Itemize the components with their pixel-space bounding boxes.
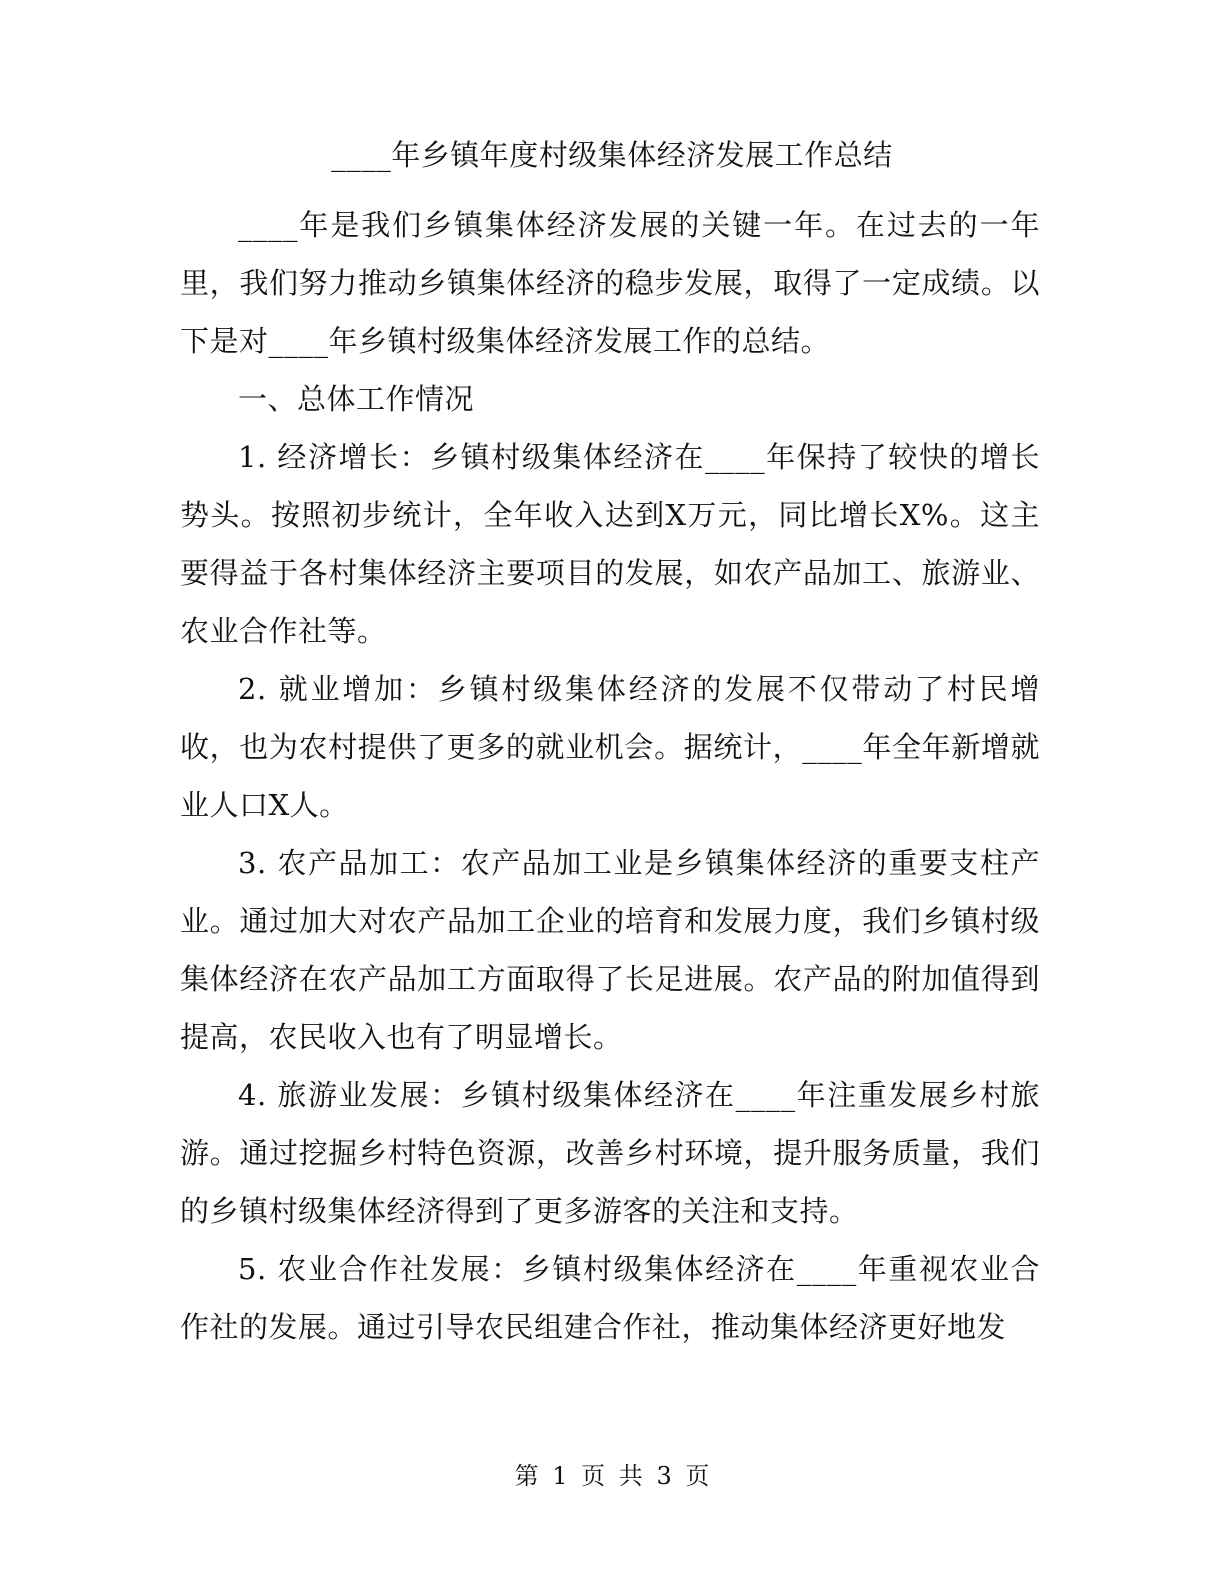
page-footer: 第 1 页 共 3 页 xyxy=(514,1462,710,1490)
document-body xyxy=(180,196,1040,1356)
intro-paragraph: ____年是我们乡镇集体经济发展的关键一年。在过去的一年里，我们努力推动乡镇集体经济的稳步发展，取得了一定成绩。以下是对____年乡镇村级集体经济发展工作的总结。 xyxy=(180,208,1040,358)
paragraph-employment: 2. 就业增加：乡镇村级集体经济的发展不仅带动了村民增收，也为农村提供了更多的就业机会。据统计，____年全年新增就业人口X人。 xyxy=(180,672,1040,822)
section-heading: 一、总体工作情况 xyxy=(238,382,475,416)
paragraph-economic-growth: 1. 经济增长：乡镇村级集体经济在____年保持了较快的增长势头。按照初步统计，全年收入达到X万元，同比增长X%。这主要得益于各村集体经济主要项目的发展，如农产品加工、旅游业、农业合作社等。 xyxy=(180,440,1040,648)
paragraph-cooperatives: 5. 农业合作社发展：乡镇村级集体经济在____年重视农业合作社的发展。通过引导农民组建合作社，推动集体经济更好地发 xyxy=(180,1252,1040,1344)
paragraph-tourism: 4. 旅游业发展：乡镇村级集体经济在____年注重发展乡村旅游。通过挖掘乡村特色资源，改善乡村环境，提升服务质量，我们的乡镇村级集体经济得到了更多游客的关注和支持。 xyxy=(180,1078,1040,1228)
document-title: ____年乡镇年度村级集体经济发展工作总结 xyxy=(331,138,893,172)
paragraph-agri-processing: 3. 农产品加工：农产品加工业是乡镇集体经济的重要支柱产业。通过加大对农产品加工企业的培育和发展力度，我们乡镇村级集体经济在农产品加工方面取得了长足进展。农产品的附加值得到提高，农民收入也有了明显增长。 xyxy=(180,846,1040,1054)
